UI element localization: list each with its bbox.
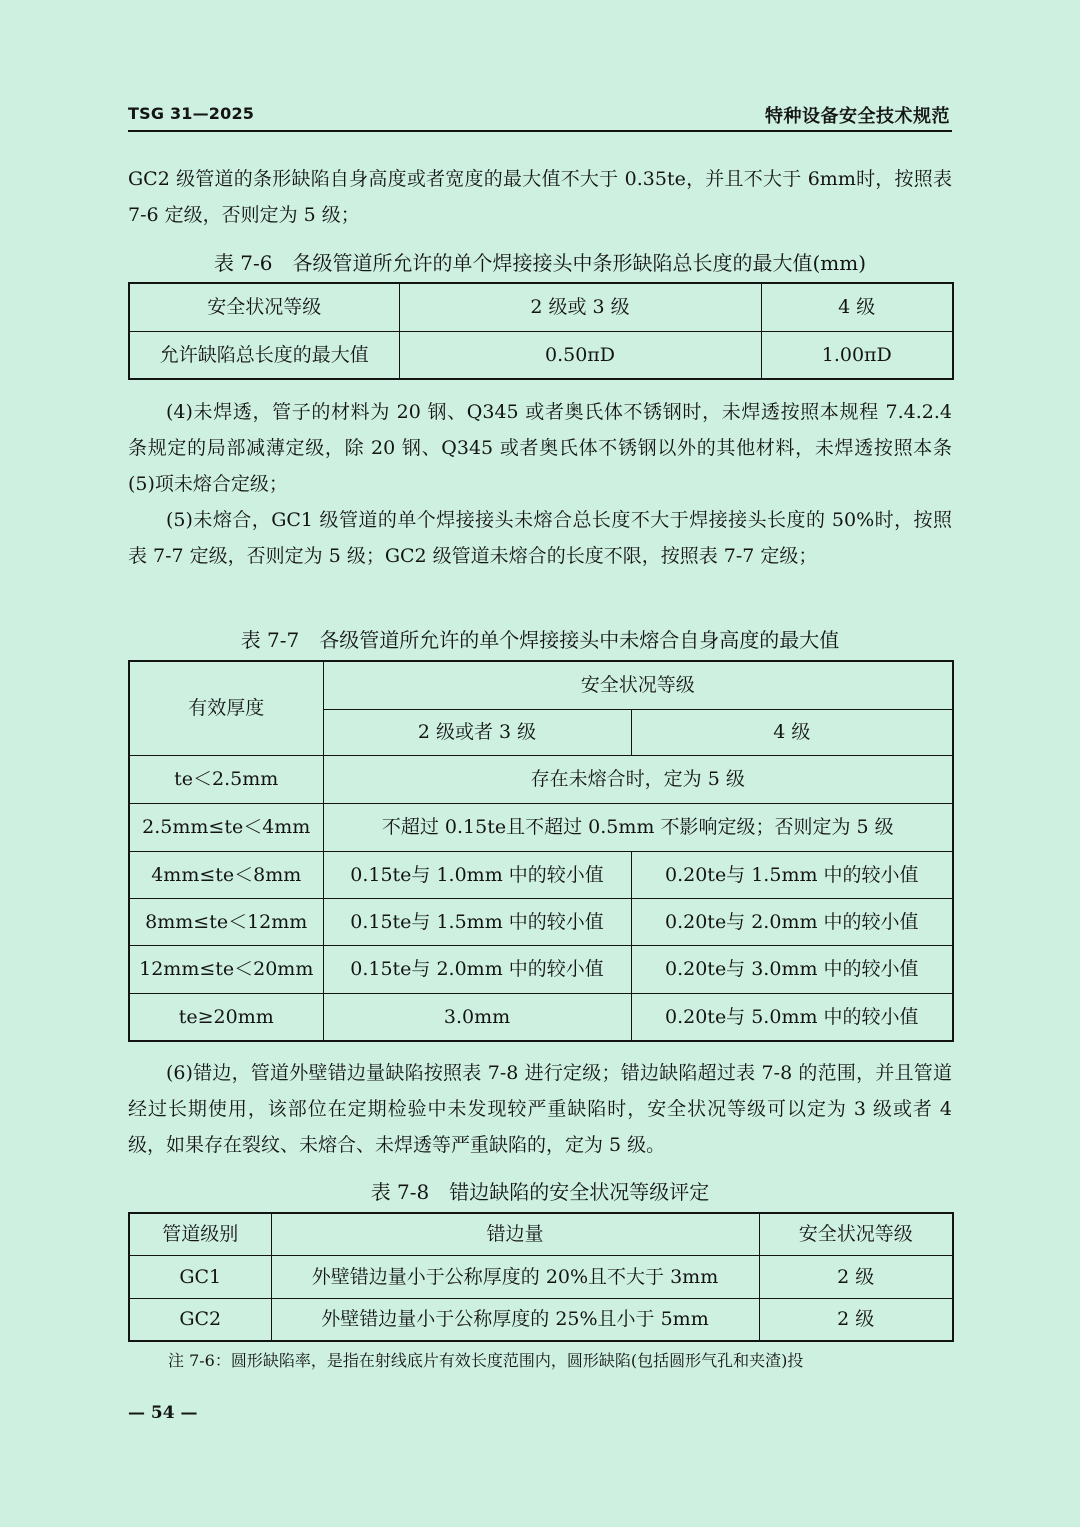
table-row (129, 993, 953, 1041)
table-row (129, 1213, 953, 1255)
paragraph-lack-of-fusion: (5)未熔合，GC1 级管道的单个焊接接头未熔合总长度不大于焊接接头长度的 50%时，按照表 7-7 定级，否则定为 5 级；GC2 级管道未熔合的长度不限，按照表 7-7 定级； (128, 509, 952, 567)
table-cell: 0.20te与 3.0mm 中的较小值 (631, 945, 953, 993)
table-row (129, 661, 953, 709)
table-cell: 不超过 0.15te且不超过 0.5mm 不影响定级；否则定为 5 级 (323, 803, 953, 851)
table-row (129, 1298, 953, 1341)
table-cell: 允许缺陷总长度的最大值 (129, 331, 399, 379)
table-note: 注 7-6：圆形缺陷率，是指在射线底片有效长度范围内，圆形缺陷(包括圆形气孔和夹渣)投 (168, 1351, 804, 1370)
table-cell: 0.50πD (399, 331, 761, 379)
table-7-7 (128, 660, 954, 1042)
table-header-cell: 2 级或者 3 级 (323, 709, 631, 755)
table-row (129, 945, 953, 993)
table-row (129, 803, 953, 851)
table-row (129, 283, 953, 331)
table-header-cell: 错边量 (271, 1213, 759, 1255)
table-cell: 0.20te与 5.0mm 中的较小值 (631, 993, 953, 1041)
table-header-cell: 4 级 (631, 709, 953, 755)
table-cell: 0.15te与 1.0mm 中的较小值 (323, 851, 631, 898)
table-cell: 4mm≤te＜8mm (129, 851, 323, 898)
table-row (129, 851, 953, 898)
table-cell: GC2 (129, 1298, 271, 1341)
paragraph-gc2-strip-defect: GC2 级管道的条形缺陷自身高度或者宽度的最大值不大于 0.35te，并且不大于 6mm时，按照表 7-6 定级，否则定为 5 级； (128, 168, 952, 226)
table-header-cell: 4 级 (761, 283, 953, 331)
table-cell: 3.0mm (323, 993, 631, 1041)
table-header-cell: 有效厚度 (129, 661, 323, 755)
table-cell: 0.20te与 1.5mm 中的较小值 (631, 851, 953, 898)
page-number: — 54 — (128, 1403, 198, 1423)
table-header-cell: 安全状况等级 (129, 283, 399, 331)
table-7-8-caption: 表 7-8 错边缺陷的安全状况等级评定 (370, 1180, 710, 1204)
paragraph-incomplete-penetration: (4)未焊透，管子的材料为 20 钢、Q345 或者奥氏体不锈钢时，未焊透按照本规程 7.4.2.4 条规定的局部减薄定级，除 20 钢、Q345 或者奥氏体不锈钢以外的其他材料，未焊透按照本条(5)项未熔合定级； (128, 401, 952, 495)
table-cell: 0.15te与 1.5mm 中的较小值 (323, 898, 631, 945)
page-header (128, 100, 952, 132)
table-header-cell: 安全状况等级 (759, 1213, 953, 1255)
table-cell: 0.15te与 2.0mm 中的较小值 (323, 945, 631, 993)
table-cell: 0.20te与 2.0mm 中的较小值 (631, 898, 953, 945)
table-header-cell: 安全状况等级 (323, 661, 953, 709)
table-cell: 外壁错边量小于公称厚度的 25%且小于 5mm (271, 1298, 759, 1341)
table-row (129, 331, 953, 379)
table-row (129, 1255, 953, 1298)
standard-code: TSG 31—2025 (128, 104, 255, 123)
table-row (129, 898, 953, 945)
table-row (129, 755, 953, 803)
table-7-6-caption: 表 7-6 各级管道所允许的单个焊接接头中条形缺陷总长度的最大值(mm) (213, 251, 867, 275)
table-cell: 2 级 (759, 1255, 953, 1298)
table-cell: GC1 (129, 1255, 271, 1298)
table-cell: 12mm≤te＜20mm (129, 945, 323, 993)
table-header-cell: 2 级或 3 级 (399, 283, 761, 331)
table-header-cell: 管道级别 (129, 1213, 271, 1255)
table-cell: 8mm≤te＜12mm (129, 898, 323, 945)
table-cell: 1.00πD (761, 331, 953, 379)
paragraph-misalignment: (6)错边，管道外壁错边量缺陷按照表 7-8 进行定级；错边缺陷超过表 7-8 的范围，并且管道经过长期使用，该部位在定期检验中未发现较严重缺陷时，安全状况等级可以定为 3 级或者 4 级，如果存在裂纹、未熔合、未焊透等严重缺陷的，定为 5 级。 (128, 1062, 952, 1156)
table-7-7-caption: 表 7-7 各级管道所允许的单个焊接接头中未熔合自身高度的最大值 (240, 628, 840, 652)
table-cell: 2.5mm≤te＜4mm (129, 803, 323, 851)
table-cell: te≥20mm (129, 993, 323, 1041)
table-cell: 外壁错边量小于公称厚度的 20%且不大于 3mm (271, 1255, 759, 1298)
table-7-8 (128, 1212, 954, 1342)
standard-series-title: 特种设备安全技术规范 (765, 106, 950, 127)
table-cell: 2 级 (759, 1298, 953, 1341)
table-cell: te＜2.5mm (129, 755, 323, 803)
table-7-6 (128, 282, 954, 380)
table-cell: 存在未熔合时，定为 5 级 (323, 755, 953, 803)
